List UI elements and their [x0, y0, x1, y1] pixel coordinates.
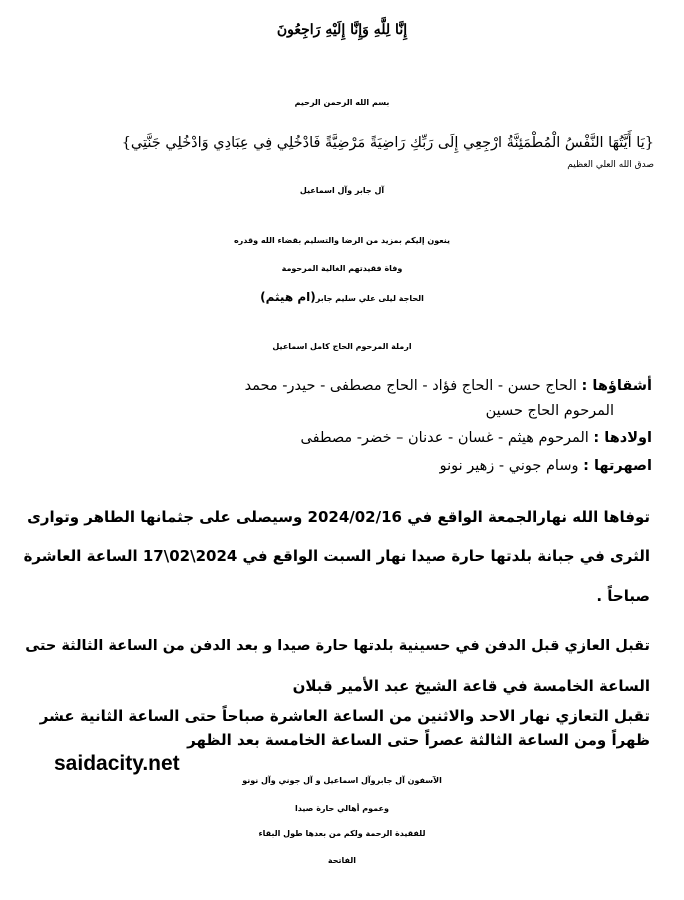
- children-row: [301, 430, 652, 446]
- children-label: اولادها :: [593, 430, 652, 446]
- death-line-2: الثرى في جبانة بلدتها حارة صيدا نهار السبت الواقع في 2024\02\17 الساعة العاشرة: [23, 547, 650, 565]
- mourners-line-2: وعموم أهالي حارة صيدا: [295, 804, 389, 813]
- quran-verse: {يَا أَيَّتُهَا النَّفْسُ الْمُطْمَئِنَّةُ ارْجِعِي إِلَى رَبِّكِ رَاضِيَةً مَرْضِيَّةً فَادْخُلِي فِي عِبَادِي وَادْخُلِي جَنَّتِي}: [121, 135, 654, 151]
- inlaws-label: اصهرتها :: [583, 458, 652, 474]
- mourning-line-2: وفاة فقيدتهم الغالية المرحومة: [281, 264, 403, 273]
- inlaws-row: [440, 458, 652, 474]
- condolence-line-2: الساعة الخامسة في قاعة الشيخ عبد الأمير قبلان: [292, 677, 650, 695]
- deceased-nickname: (ام هيثم): [260, 290, 316, 304]
- siblings-label: أشقاؤها :: [581, 378, 652, 394]
- condolence-line-1: تقبل العازي قبل الدفن في حسينية بلدتها حارة صيدا و بعد الدفن من الساعة الثالثة حتى: [25, 638, 650, 654]
- prayer-line: للفقيدة الرحمة ولكم من بعدها طول البقاء: [258, 829, 426, 838]
- sadaqa-line: صدق الله العلي العظيم: [567, 160, 654, 170]
- siblings-row: [245, 378, 652, 394]
- widow-of: ارملة المرحوم الحاج كامل اسماعيل: [272, 342, 412, 351]
- children-names: المرحوم هيثم - غسان - عدنان – خضر- مصطفى: [300, 430, 589, 446]
- website-watermark: saidacity.net: [54, 752, 180, 775]
- condolence-line-3: تقبل التعازي نهار الاحد والاثنين من الساعة العاشرة صباحاً حتى الساعة الثانية عشر: [39, 707, 650, 725]
- siblings-names: الحاج حسن - الحاج فؤاد - الحاج مصطفى - حيدر- محمد: [244, 378, 577, 394]
- family-names: آل جابر وآل اسماعيل: [299, 186, 385, 195]
- inlaws-names: وسام جوني - زهير نونو: [439, 458, 579, 474]
- mourners-line-1: الآسفون آل جابروآل اسماعيل و آل جوني وآل نونو: [242, 776, 442, 785]
- condolence-line-4: ظهراً ومن الساعة الثالثة عصراً حتى الساعة الخامسة بعد الظهر: [187, 731, 650, 749]
- deceased-heading: [0, 290, 684, 304]
- siblings-names-2: المرحوم الحاج حسين: [485, 403, 614, 419]
- fatiha: الفاتحة: [327, 856, 357, 865]
- mourning-line-1: ينعون إليكم بمزيد من الرضا والتسليم بقضاء الله وقدره: [233, 236, 451, 245]
- basmala: بسم الله الرحمن الرحيم: [294, 98, 390, 107]
- deceased-name: الحاجة ليلى علي سليم جابر: [315, 294, 424, 303]
- death-line-3: صباحاً .: [596, 587, 650, 605]
- quran-verse-title: إِنَّا لِلَّهِ وَإِنَّا إِلَيْهِ رَاجِعُونَ: [276, 22, 408, 38]
- death-line-1: توفاها الله نهارالجمعة الواقع في 2024/02/16 وسيصلى على جثمانها الطاهر وتوارى: [27, 508, 650, 526]
